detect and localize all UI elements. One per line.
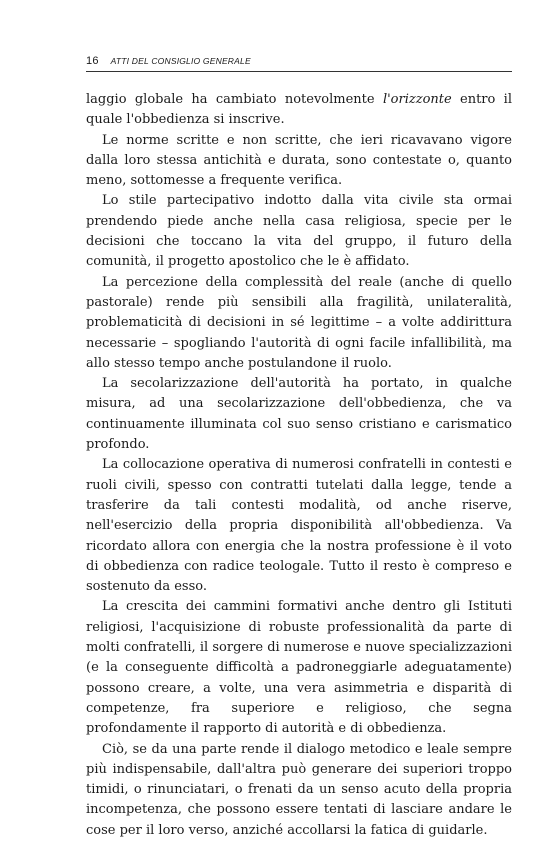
- paragraph-6: La collocazione operativa di numerosi confratelli in contesti e ruoli civili, spesso con contratti tutelati dalla legge, tende a trasferire da tali contesti modalità, od anche riserve, nell'esercizio della propria disponibilità all'obbedienza. Va ricordato allora con energia che la nostra professione è il voto di obbedienza con radice teologale. Tutto il resto è compreso e sostenuto da esso.: [86, 457, 512, 595]
- header-rule: [86, 71, 512, 72]
- paragraph-2: Le norme scritte e non scritte, che ieri ricavavano vigore dalla loro stessa antichità e durata, sono contestate o, quanto meno, sottomesse a frequente verifica.: [86, 132, 512, 189]
- paragraph-3: Lo stile partecipativo indotto dalla vita civile sta ormai prendendo piede anche nella casa religiosa, specie per le decisioni che toccano la vita del gruppo, il futuro della comunità, il progetto apostolico che le è affidato.: [86, 193, 512, 270]
- page-number: 16: [86, 55, 99, 67]
- body-text: [86, 90, 512, 841]
- paragraph-8: Ciò, se da una parte rende il dialogo metodico e leale sempre più indispensabile, dall'altra può generare dei superiori troppo timidi, o rinunciatari, o frenati da un senso acuto della propria incompetenza, che possono essere tentati di lasciare andare le cose per il loro verso, anziché accollarsi la fatica di guidarle.: [86, 741, 512, 838]
- paragraph-1-emphasis: l'orizzonte: [382, 92, 452, 107]
- paragraph-1-before: laggio globale ha cambiato notevolmente: [86, 92, 383, 107]
- paragraph-5: La secolarizzazione dell'autorità ha portato, in qualche misura, ad una secolarizzazione dell'obbedienza, che va continuamente illuminata col suo senso cristiano e carismatico profondo.: [86, 376, 512, 453]
- running-header-title: ATTI DEL CONSIGLIO GENERALE: [110, 56, 251, 66]
- paragraph-7: La crescita dei cammini formativi anche dentro gli Istituti religiosi, l'acquisizione di robuste professionalità da parte di molti confratelli, il sorgere di numerose e nuove specializzazioni (e la conseguente difficoltà a padroneggiarle adeguatamente) possono creare, a volte, una vera asimmetria e disparità di competenze, fra superiore e religioso, che segna profondamente il rapporto di autorità e di obbedienza.: [86, 599, 512, 737]
- paragraph-1-after: entro il quale l'obbedienza si inscrive.: [86, 92, 512, 128]
- paragraph-1: [86, 90, 512, 131]
- running-header: [86, 55, 512, 71]
- paragraph-4: La percezione della complessità del reale (anche di quello pastorale) rende più sensibili alla fragilità, unilateralità, problematicità di decisioni in sé legittime – a volte addirittura necessarie – spogliando l'autorità di ogni facile infallibilità, ma allo stesso tempo anche postulandone il ruolo.: [86, 274, 512, 371]
